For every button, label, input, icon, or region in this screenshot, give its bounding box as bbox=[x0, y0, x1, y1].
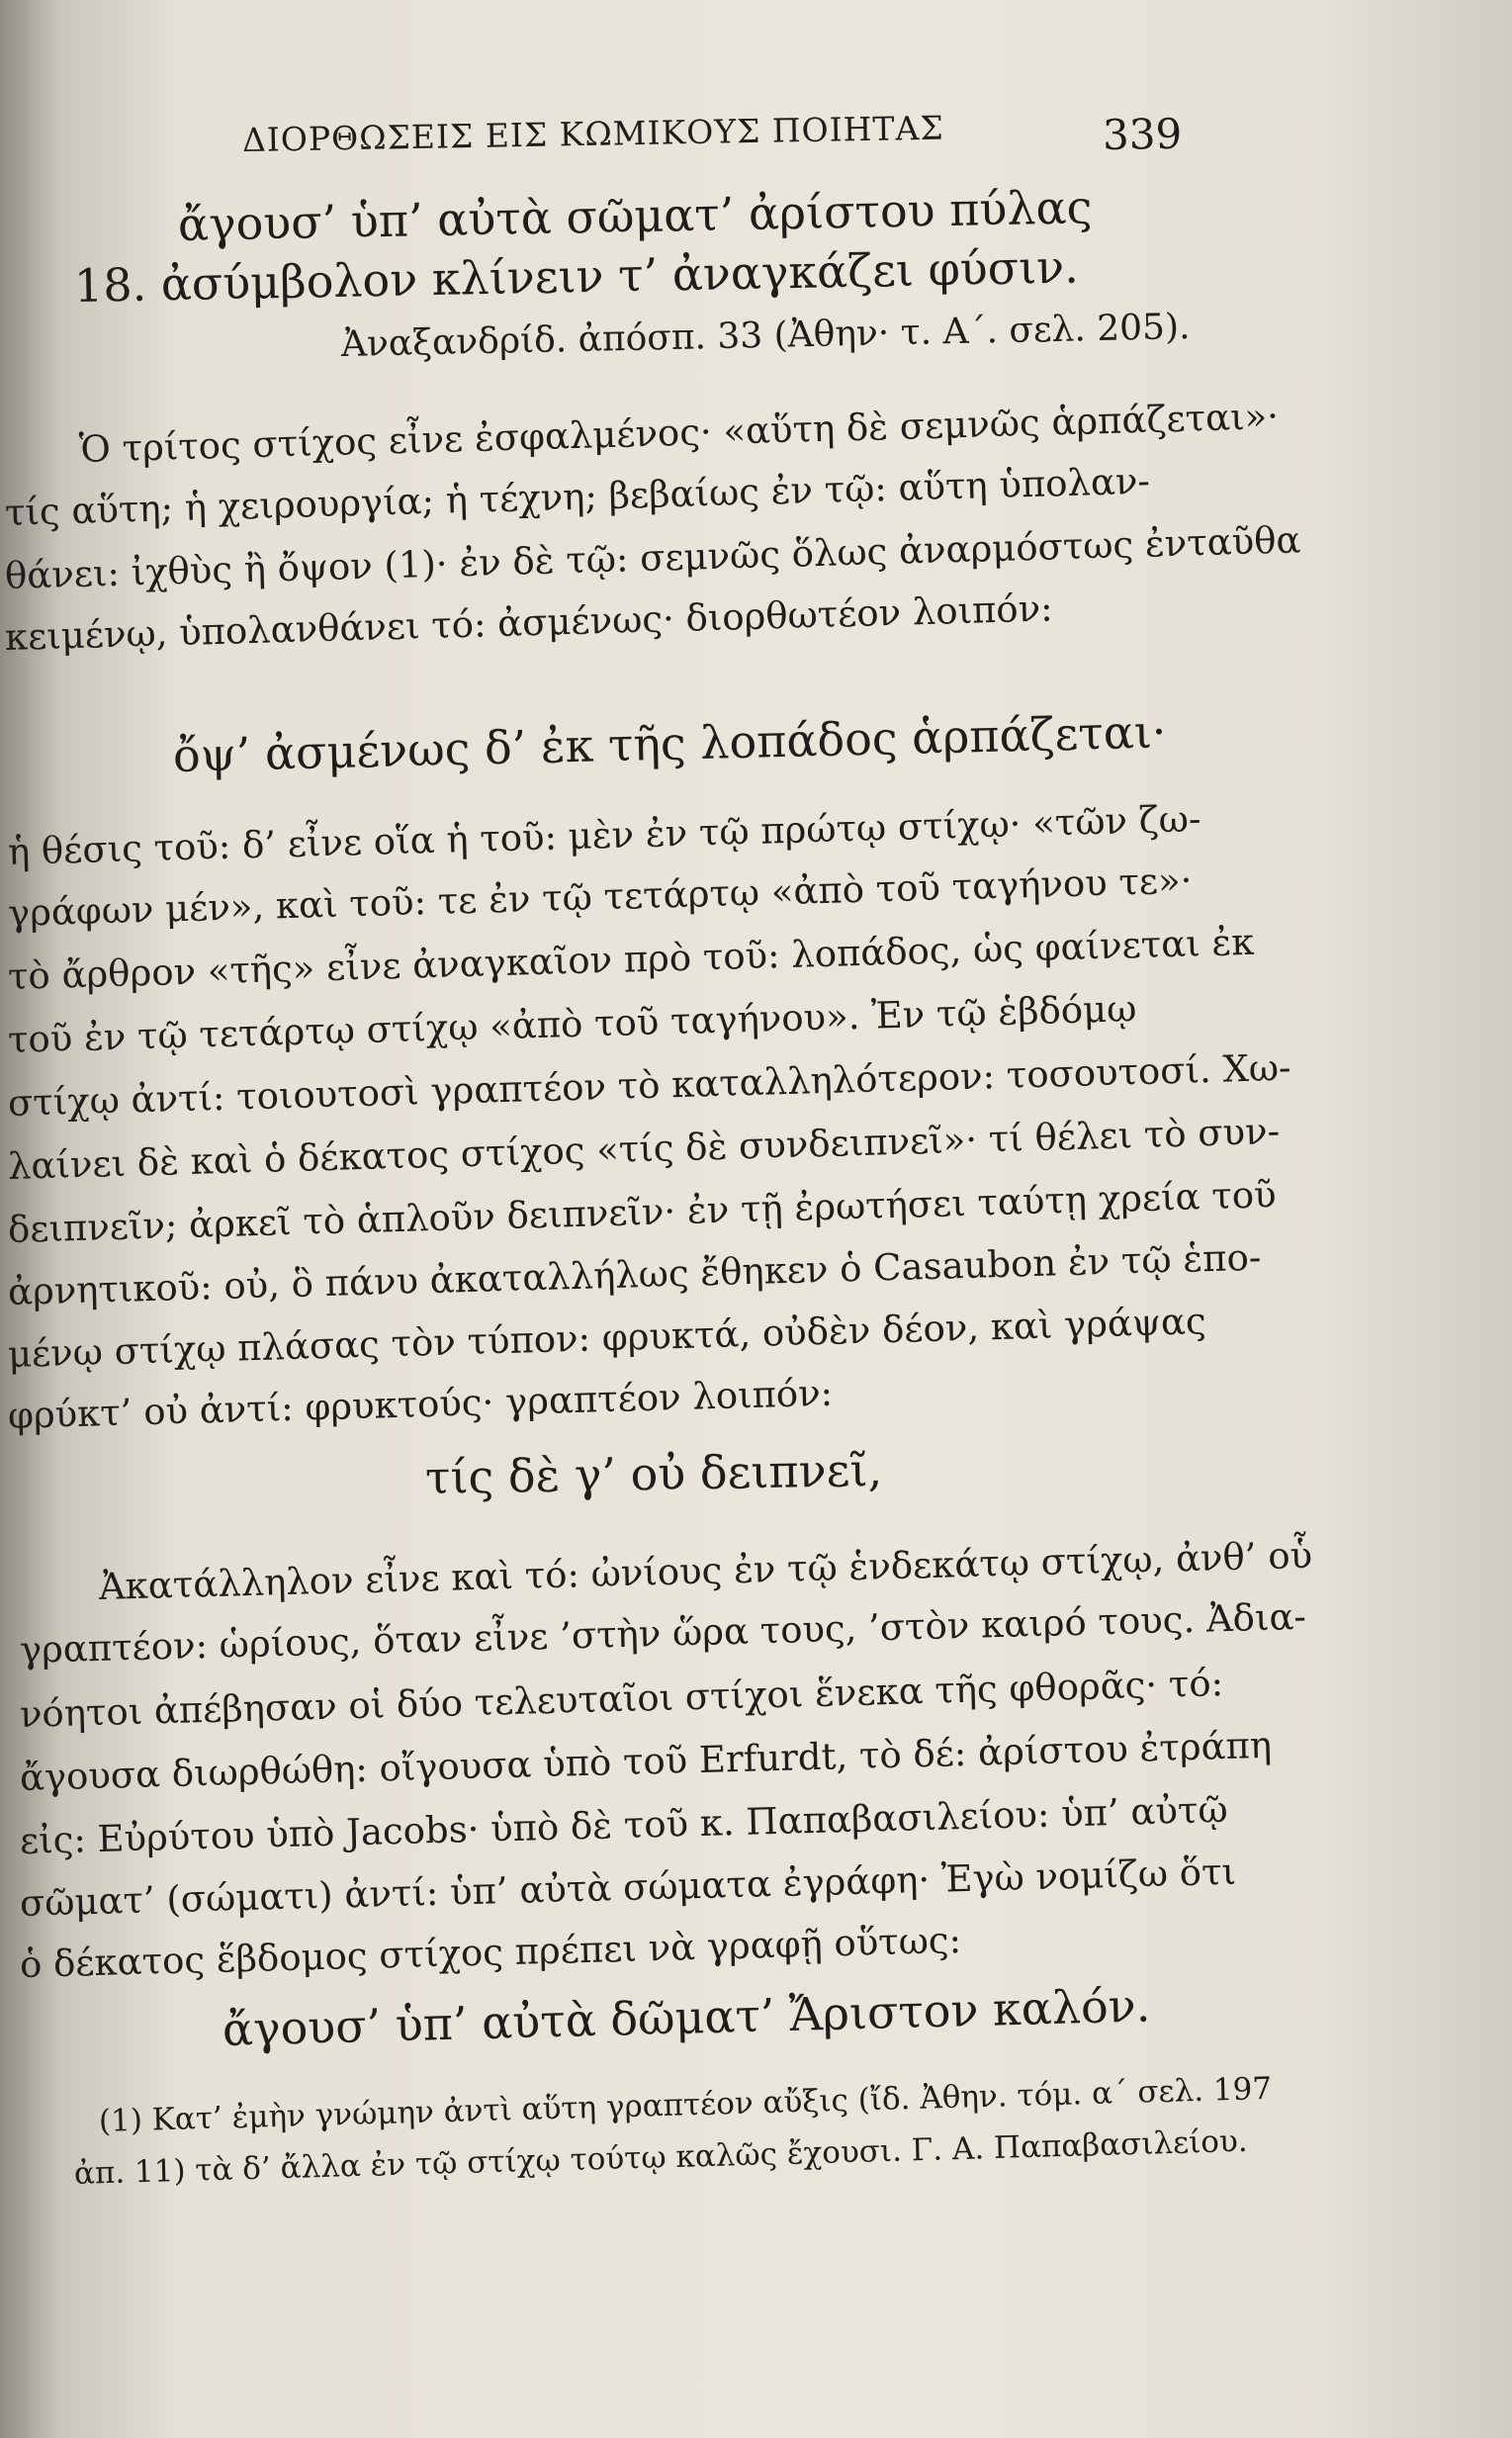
verse-correction-2: τίς δὲ γ’ οὐ δειπνεῖ, bbox=[424, 1442, 883, 1504]
paragraph-3-line-6: σῶματ’ (σώματι) ἀντί: ὑπ’ αὐτὰ σώματα ἐγράφη· Ἐγὼ νομίζω ὅτι bbox=[19, 1850, 1237, 1925]
paragraph-3-line-5: εἰς: Εὐρύτου ὑπὸ Jacobs· ὑπὸ δὲ τοῦ κ. Παπαβασιλείου: ὑπ’ αὐτῷ bbox=[19, 1788, 1229, 1862]
paragraph-2-line-6: λαίνει δὲ καὶ ὁ δέκατος στίχος «τίς δὲ συνδειπνεῖ»· τί θέλει τὸ συν- bbox=[7, 1110, 1281, 1188]
paragraph-2-line-8: ἀρνητικοῦ: οὐ, ὃ πάνυ ἀκαταλλήλως ἔθηκεν ὁ Casaubon ἐν τῷ ἑπο- bbox=[7, 1235, 1262, 1313]
page-number: 339 bbox=[1102, 109, 1183, 159]
paragraph-2-line-5: στίχῳ ἀντί: τοιουτοσὶ γραπτέον τὸ καταλληλότερον: τοσουτοσί. Χω- bbox=[7, 1045, 1292, 1125]
running-head-title: ΔΙΟΡΘΩΣΕΙΣ ΕΙΣ ΚΩΜΙΚΟΥΣ ΠΟΙΗΤΑΣ bbox=[241, 108, 944, 159]
paragraph-2-line-10: φρύκτ’ οὐ ἀντί: φρυκτούς· γραπτέον λοιπόν: bbox=[7, 1371, 834, 1437]
paragraph-3-line-1: Ἀκατάλληλον εἶνε καὶ τό: ὠνίους ἐν τῷ ἑνδεκάτῳ στίχῳ, ἀνθ’ οὗ bbox=[98, 1533, 1313, 1608]
paragraph-1-line-4: κειμένῳ, ὑπολανθάνει τό: ἀσμένως· διορθωτέον λοιπόν: bbox=[4, 587, 1054, 659]
quote-source: Ἀναξανδρίδ. ἀπόσπ. 33 (Ἀθην· τ. Α΄. σελ. 205). bbox=[340, 307, 1191, 365]
footnote-line-1: (1) Κατ’ ἐμὴν γνώμην ἀντὶ αὕτη γραπτέον αὔξις (ἴδ. Ἀθην. τόμ. α΄ σελ. 197 bbox=[98, 2070, 1273, 2139]
quote-verse-line-1: ἄγουσ’ ὑπ’ αὐτὰ σῶματ’ ἀρίστου πύλας bbox=[177, 180, 1093, 251]
paragraph-2-line-2: γράφων μέν», καὶ τοῦ: τε ἐν τῷ τετάρτῳ «ἀπὸ τοῦ ταγήνου τε»· bbox=[7, 858, 1193, 935]
paragraph-1-line-3: θάνει: ἰχθὺς ἢ ὄψον (1)· ἐν δὲ τῷ: σεμνῶς ὅλως ἀναρμόστως ἐνταῦθα bbox=[4, 518, 1301, 597]
verse-correction-1: ὄψ’ ἀσμένως δ’ ἐκ τῆς λοπάδος ἁρπάζεται· bbox=[172, 704, 1168, 782]
paragraph-1-line-1: Ὁ τρίτος στίχος εἶνε ἐσφαλμένος· «αὕτη δὲ σεμνῶς ἁρπάζεται»· bbox=[78, 395, 1280, 471]
paragraph-3-line-2: γραπτέον: ὡρίους, ὅταν εἶνε ’στὴν ὥρα τους, ’στὸν καιρό τους. Ἀδια- bbox=[19, 1594, 1307, 1671]
paragraph-1-line-2: τίς αὕτη; ἡ χειρουργία; ἡ τέχνη; βεβαίως ἐν τῷ: αὕτη ὑπολαν- bbox=[4, 459, 1151, 534]
paragraph-2-line-3: τὸ ἄρθρον «τῆς» εἶνε ἀναγκαῖον πρὸ τοῦ: λοπάδος, ὡς φαίνεται ἐκ bbox=[7, 920, 1255, 998]
paragraph-3-line-3: νόητοι ἀπέβησαν οἱ δύο τελευταῖοι στίχοι ἕνεκα τῆς φθορᾶς· τό: bbox=[19, 1662, 1224, 1736]
footnote-line-2: ἀπ. 11) τὰ δ’ ἄλλα ἐν τῷ στίχῳ τούτῳ καλῶς ἔχουσι. Γ. Α. Παπαβασιλείου. bbox=[73, 2122, 1249, 2192]
paragraph-2-line-7: δειπνεῖν; ἀρκεῖ τὸ ἁπλοῦν δειπνεῖν· ἐν τῇ ἐρωτήσει ταύτῃ χρεία τοῦ bbox=[7, 1173, 1278, 1251]
paragraph-3-line-4: ἄγουσα διωρθώθη: οἴγουσα ὑπὸ τοῦ Erfurdt, τὸ δέ: ἀρίστου ἐτράπη bbox=[19, 1723, 1273, 1799]
paragraph-2-line-9: μένῳ στίχῳ πλάσας τὸν τύπον: φρυκτά, οὐδὲν δέον, καὶ γράψας bbox=[7, 1300, 1207, 1376]
quote-verse-line-2: 18. ἀσύμβολον κλίνειν τ’ ἀναγκάζει φύσιν. bbox=[73, 239, 1080, 313]
verse-correction-3: ἄγουσ’ ὑπ’ αὐτὰ δῶματ’ Ἄριστον καλόν. bbox=[222, 1978, 1151, 2056]
paragraph-3-line-7: ὁ δέκατος ἕβδομος στίχος πρέπει νὰ γραφῇ οὕτως: bbox=[19, 1919, 962, 1986]
paragraph-2-line-1: ἡ θέσις τοῦ: δ’ εἶνε οἵα ἡ τοῦ: μὲν ἐν τῷ πρώτῳ στίχῳ· «τῶν ζω- bbox=[7, 797, 1201, 873]
paragraph-2-line-4: τοῦ ἐν τῷ τετάρτῳ στίχῳ «ἀπὸ τοῦ ταγήνου». Ἐν τῷ ἑβδόμῳ bbox=[7, 987, 1137, 1061]
